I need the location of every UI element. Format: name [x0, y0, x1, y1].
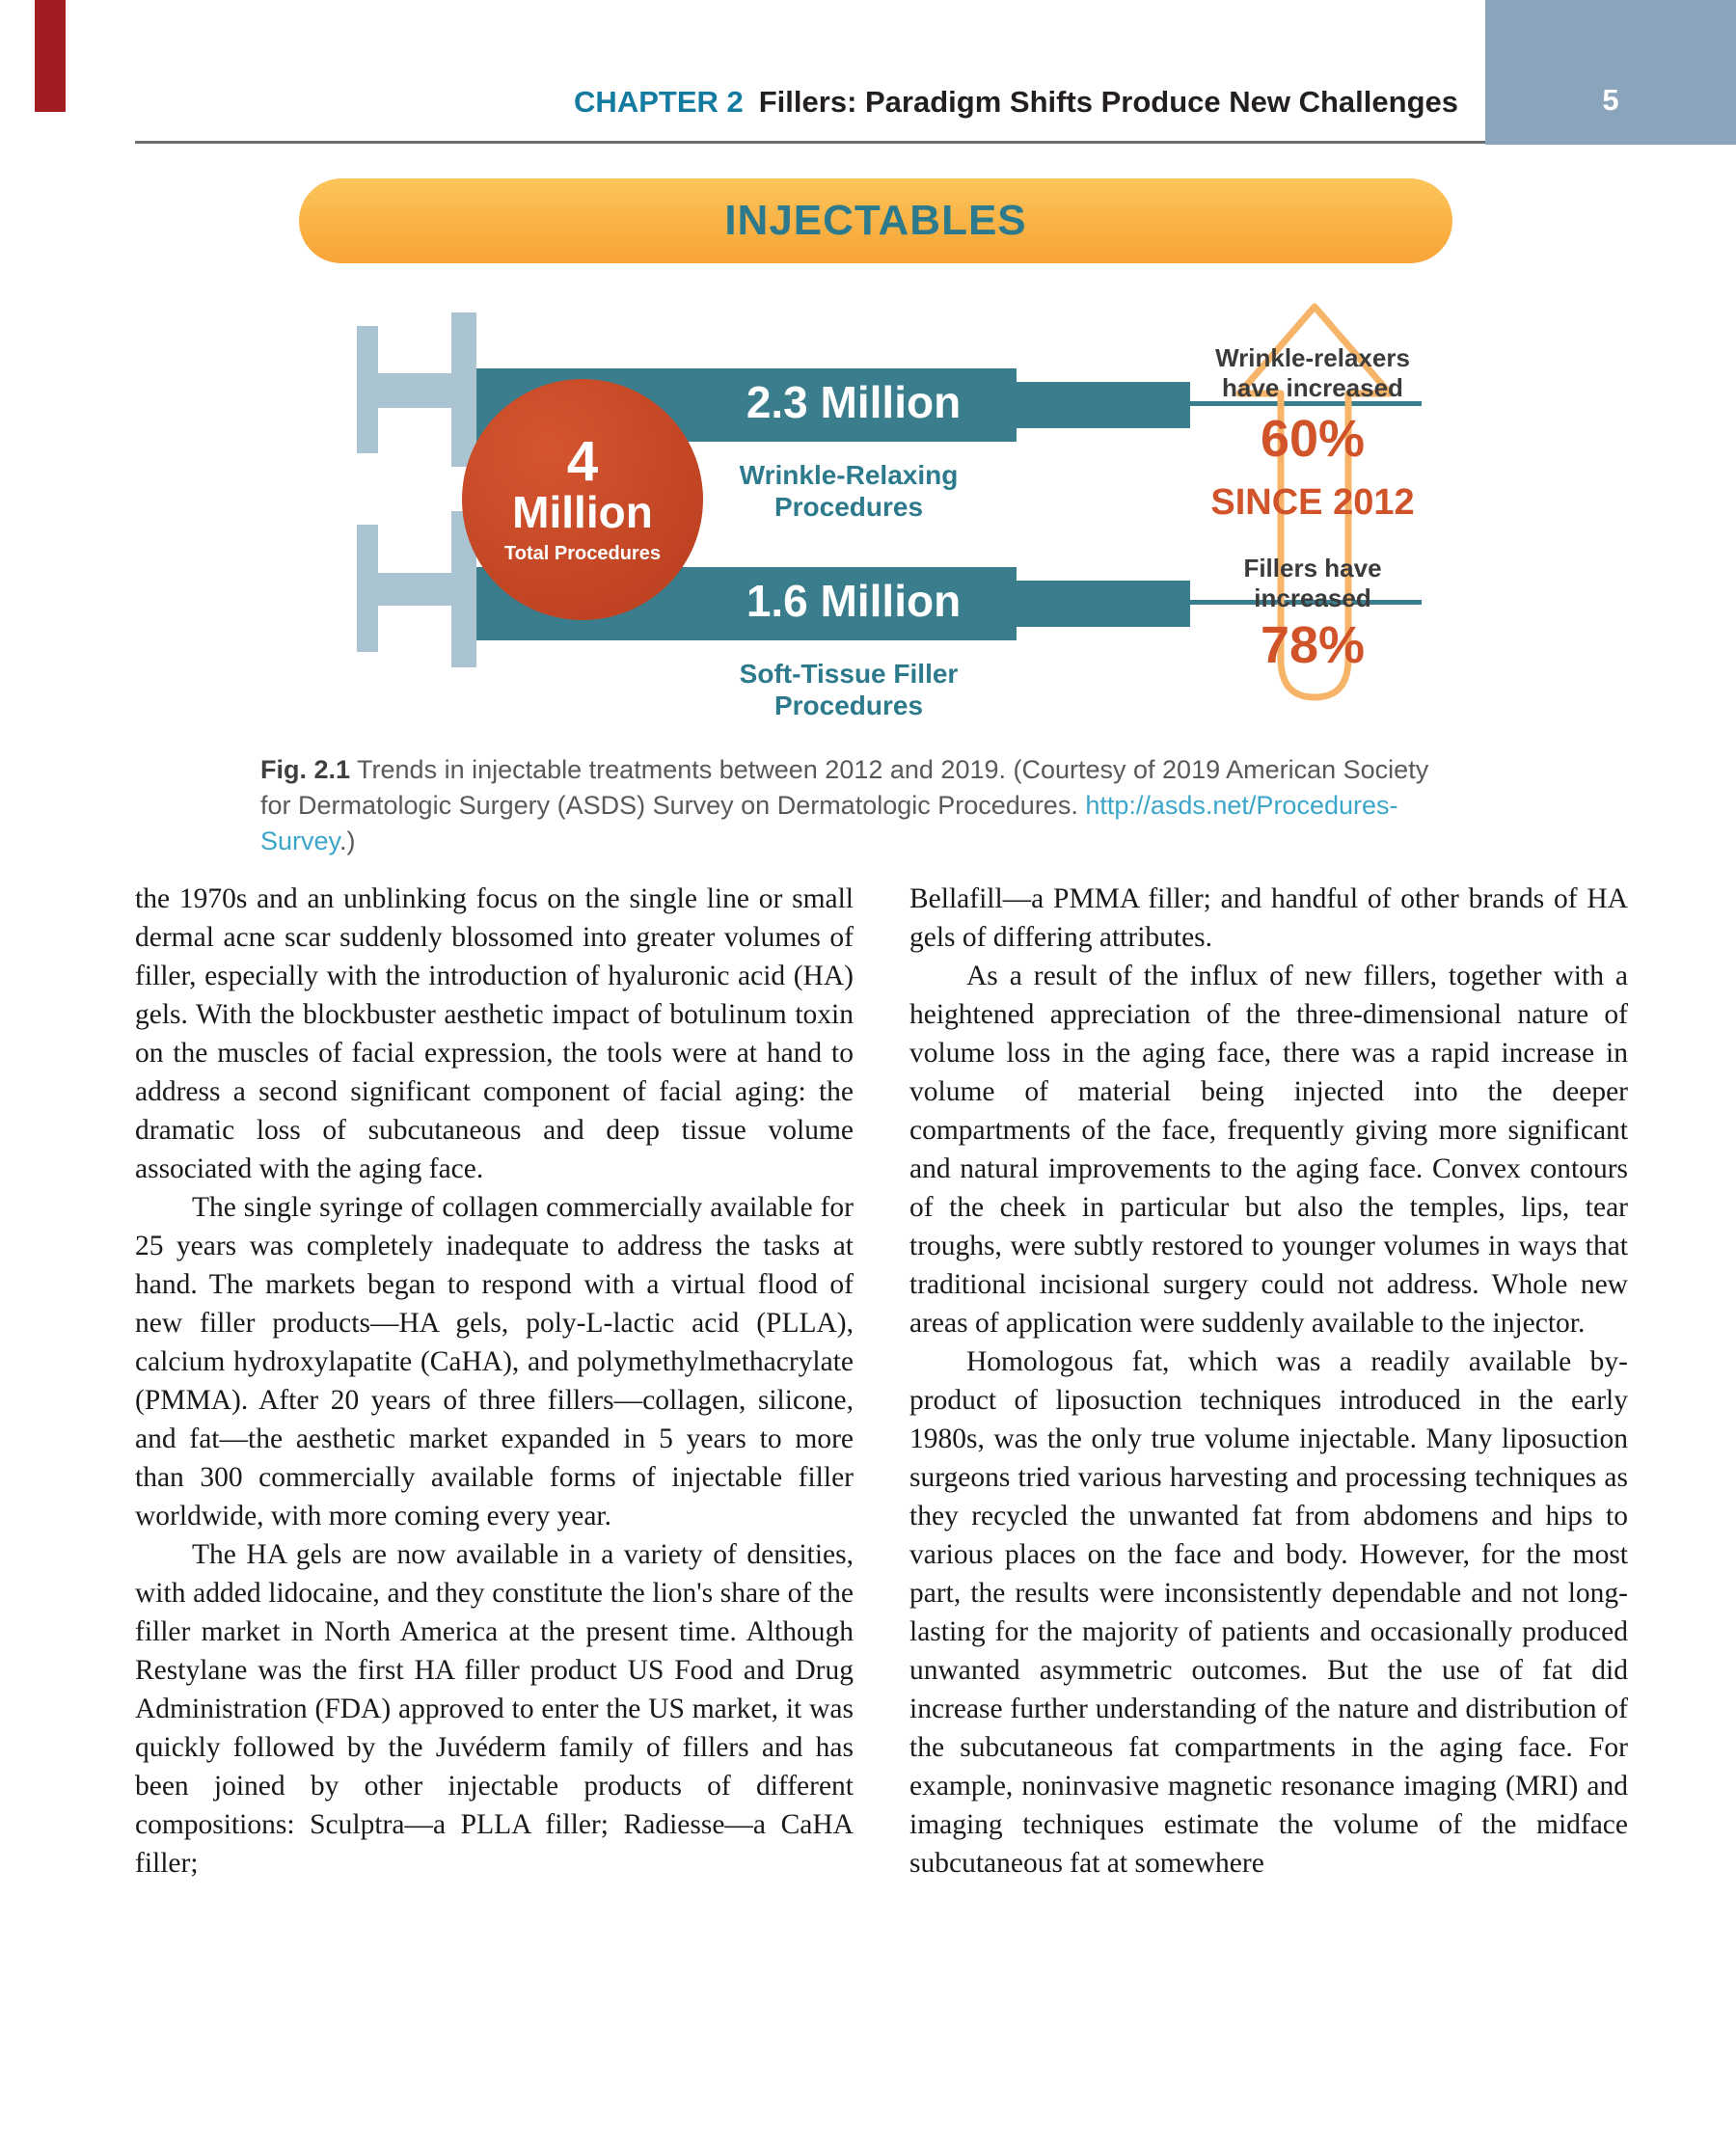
- syringe-bottom-plunger-shaft: [378, 573, 455, 606]
- filler-procedures-label: [675, 658, 1022, 721]
- figure-caption-label: Fig. 2.1: [260, 755, 351, 784]
- body-right-column: [909, 880, 1628, 1883]
- figure-banner: [299, 178, 1452, 263]
- body-paragraph: The HA gels are now available in a variety of densities, with added lidocaine, and they constitute the lion's share of the filler market in North America at the present time. Although Restylane was the first HA filler product US Food and Drug Administration (FDA) approved to enter the US market, it was quickly followed by the Juvéderm family of fillers and has been joined by other injectable products of different compositions: Sculptra—a PLLA filler; Radiesse—a CaHA filler;: [135, 1539, 854, 1879]
- syringe-bottom-plunger-handle: [357, 525, 378, 652]
- syringe-top-plunger-shaft: [378, 373, 455, 408]
- figure-2-1-infographic: [0, 174, 1736, 849]
- body-text: [135, 880, 1628, 1883]
- wrinkle-relaxer-stat-caption: [1153, 343, 1472, 403]
- stat2-caption-line2: increased: [1254, 583, 1371, 612]
- body-left-column: [135, 880, 854, 1883]
- filler-label-line2: Procedures: [773, 691, 924, 720]
- wrinkle-relaxer-percent: 60%: [1260, 410, 1366, 468]
- total-value: 4: [566, 429, 599, 493]
- figure-caption-suffix: .): [339, 827, 356, 855]
- total-unit: Million: [512, 486, 653, 537]
- running-header: [135, 85, 1458, 120]
- page-number: 5: [1602, 83, 1619, 117]
- stat2-caption-line1: Fillers have: [1243, 554, 1382, 583]
- header-divider: [135, 141, 1485, 144]
- filler-percent: 78%: [1260, 616, 1366, 674]
- syringe-top-plunger-handle: [357, 326, 378, 453]
- figure-caption-link[interactable]: http://asds.net/Procedures-Survey: [260, 791, 1398, 855]
- stat1-caption-line1: Wrinkle-relaxers: [1215, 343, 1410, 372]
- body-paragraph: Bellafill—a PMMA filler; and handful of other brands of HA gels of differing attributes.: [909, 883, 1628, 953]
- stat1-caption-line2: have increased: [1222, 373, 1403, 402]
- page-edge-tab: [35, 0, 66, 112]
- chapter-label: CHAPTER 2: [574, 85, 744, 119]
- total-label: Total Procedures: [504, 542, 661, 564]
- wrinkle-procedures-value: 2.3 Million: [746, 377, 962, 427]
- body-paragraph: Homologous fat, which was a readily available by-product of liposuction techniques introduced in the early 1980s, was the only true volume injectable. Many liposuction surgeons tried various harvesting and processing techniques as they recycled the unwanted fat from abdomens and hips to various places on the face and body. However, for the most part, the results were inconsistently dependable and not long-lasting for the majority of patients and occasionally produced unwanted asymmetric outcomes. But the use of fat did increase further understanding of the nature and distribution of the subcutaneous fat compartments in the aging face. For example, noninvasive magnetic resonance imaging (MRI) and imaging techniques estimate the volume of the midface subcutaneous fat at somewhere: [909, 1346, 1628, 1879]
- since-2012-label: SINCE 2012: [1210, 482, 1415, 523]
- wrinkle-procedures-label: [675, 459, 1022, 523]
- filler-procedures-value: 1.6 Million: [746, 576, 962, 626]
- page-number-box: [1485, 0, 1736, 145]
- figure-banner-title: INJECTABLES: [724, 197, 1027, 244]
- total-procedures-badge: [462, 379, 703, 620]
- figure-caption-text: Trends in injectable treatments between 2012 and 2019. (Courtesy of 2019 American Society for Dermatologic Surgery (ASDS) Survey on Dermatologic Procedures.: [260, 755, 1429, 820]
- body-paragraph: The single syringe of collagen commercially available for 25 years was completely inadequate to address the tasks at hand. The markets began to respond with a virtual flood of new filler products—HA gels, poly-L-lactic acid (PLLA), calcium hydroxylapatite (CaHA), and polymethylmethacrylate (PMMA). After 20 years of three fillers—collagen, silicone, and fat—the aesthetic market expanded in 5 years to more than 300 commercially available forms of injectable filler worldwide, with more coming every year.: [135, 1192, 854, 1531]
- figure-caption: [260, 752, 1461, 859]
- wrinkle-label-line2: Procedures: [773, 492, 924, 522]
- filler-label-line1: Soft-Tissue Filler: [739, 659, 959, 689]
- body-paragraph: the 1970s and an unblinking focus on the single line or small dermal acne scar suddenly blossomed into greater volumes of filler, especially with the introduction of hyaluronic acid (HA) gels. With the blockbuster aesthetic impact of botulinum toxin on the muscles of facial expression, the tools were at hand to address a second significant component of facial aging: the dramatic loss of subcutaneous and deep tissue volume associated with the aging face.: [135, 883, 854, 1184]
- body-paragraph: As a result of the influx of new fillers, together with a heightened appreciation of the three-dimensional nature of volume loss in the aging face, there was a rapid increase in volume of material being injected into the deeper compartments of the face, frequently giving more significant and natural improvements to the aging face. Convex contours of the cheek in particular but also the temples, lips, tear troughs, were subtly restored to younger volumes in ways that traditional incisional surgery could not address. Whole new areas of application were suddenly available to the injector.: [909, 961, 1628, 1339]
- filler-stat-caption: [1153, 554, 1472, 613]
- syringe-top-flange: [451, 312, 476, 467]
- wrinkle-label-line1: Wrinkle-Relaxing: [739, 460, 959, 490]
- chapter-title: Fillers: Paradigm Shifts Produce New Challenges: [758, 85, 1458, 119]
